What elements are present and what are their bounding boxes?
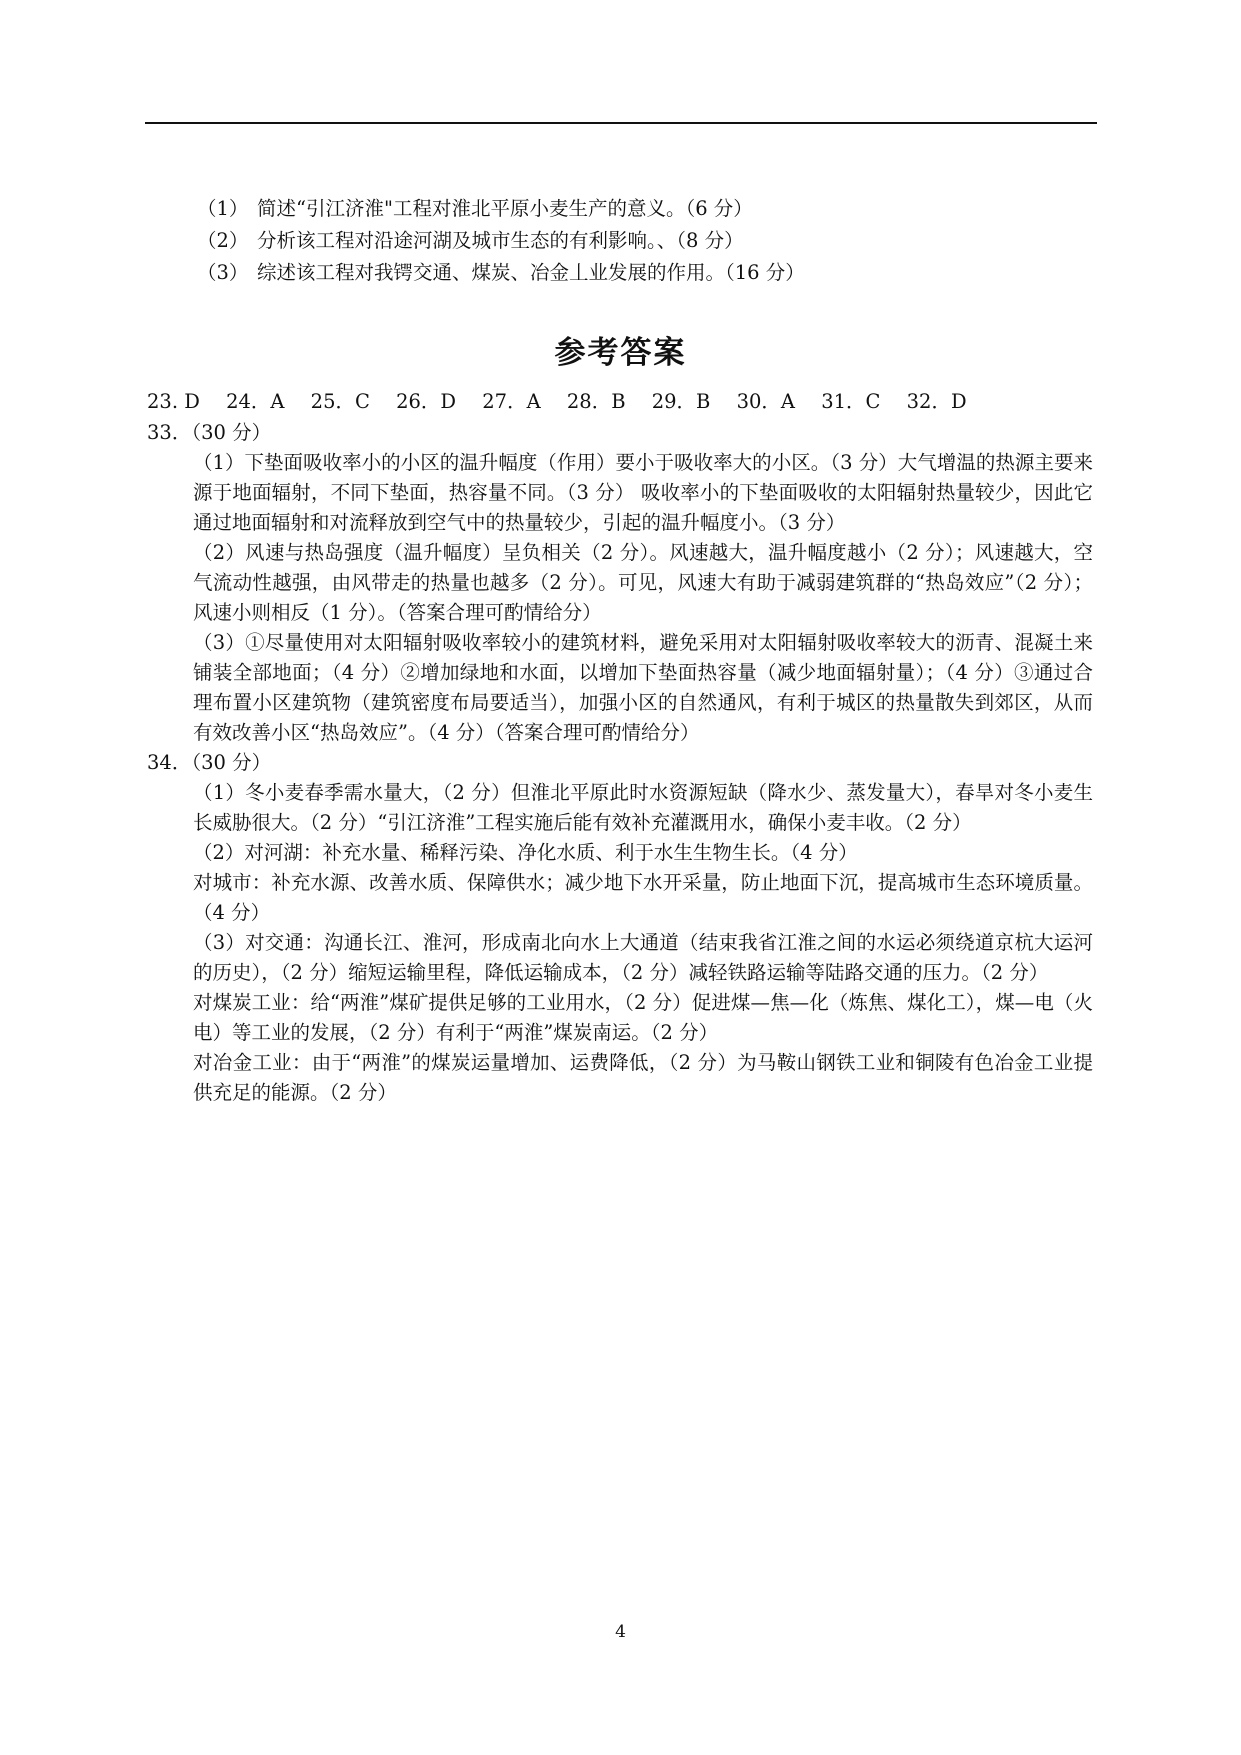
question-number: （3） <box>197 261 249 284</box>
question-list <box>197 193 1077 289</box>
mc-answer: 32．D <box>906 390 967 413</box>
mc-answer: 27．A <box>482 390 541 413</box>
question-item <box>197 225 1077 257</box>
question-item <box>197 193 1077 225</box>
mc-answer: 25．C <box>310 390 370 413</box>
mc-answer: 23. D <box>147 390 200 413</box>
mc-answer: 30．A <box>736 390 795 413</box>
mc-answer: 28．B <box>566 390 626 413</box>
question-text: 简述“引江济淮"工程对淮北平原小麦生产的意义。（6 分） <box>257 197 753 220</box>
answer-body <box>147 418 1093 1108</box>
question-number: （1） <box>197 197 249 220</box>
q34-answer-paragraph: （1）冬小麦春季需水量大，（2 分）但淮北平原此时水资源短缺（降水少、蒸发量大），春旱对冬小麦生长威胁很大。（2 分）“引江济淮”工程实施后能有效补充灌溉用水，确保小麦丰收。（2 分） <box>193 781 1093 834</box>
q34-header: 34．（30 分） <box>147 751 272 774</box>
mc-answer: 24．A <box>226 390 285 413</box>
q33-answer-paragraph: （2）风速与热岛强度（温升幅度）呈负相关（2 分）。风速越大，温升幅度越小（2 分）；风速越大，空气流动性越强，由风带走的热量也越多（2 分）。可见，风速大有助于减弱建筑群的“热岛效应”（2 分）；风速小则相反（1 分）。（答案合理可酌情给分） <box>193 541 1093 624</box>
answer-title: 参考答案 <box>554 335 687 371</box>
header-rule <box>145 122 1097 124</box>
question-text: 综述该工程对我锷交通、煤炭、冶金丄业发展的作用。（16 分） <box>257 261 805 284</box>
q34-answer-paragraph: 对冶金工业：由于“两淮”的煤炭运量增加、运费降低，（2 分）为马鞍山钢铁工业和铜陵有色冶金工业提供充足的能源。（2 分） <box>193 1051 1093 1104</box>
q34-answer-paragraph: 对煤炭工业：给“两淮”煤矿提供足够的工业用水，（2 分）促进煤—焦—化（炼焦、煤化工），煤—电（火电）等工业的发展，（2 分）有利于“两淮”煤炭南运。（2 分） <box>193 991 1093 1044</box>
mc-answer: 31．C <box>821 390 881 413</box>
question-item <box>197 257 1077 289</box>
q33-header: 33．（30 分） <box>147 421 272 444</box>
q34-answer-paragraph: （3）对交通：沟通长江、淮河，形成南北向水上大通道（结束我省江淮之间的水运必须绕道京杭大运河的历史），（2 分）缩短运输里程，降低运输成本，（2 分）减轻铁路运输等陆路交通的压力。（2 分） <box>193 931 1093 984</box>
page-number: 4 <box>615 1622 626 1642</box>
q33-answer-paragraph: （3）①尽量使用对太阳辐射吸收率较小的建筑材料，避免采用对太阳辐射吸收率较大的沥青、混凝土来铺装全部地面；（4 分）②增加绿地和水面，以增加下垫面热容量（减少地面辐射量）；（4 分）③通过合理布置小区建筑物（建筑密度布局要适当），加强小区的自然通风，有利于城区的热量散失到郊区，从而有效改善小区“热岛效应”。（4 分）（答案合理可酌情给分） <box>193 631 1093 744</box>
multiple-choice-answers <box>147 387 987 417</box>
q34-answer-paragraph: （2）对河湖：补充水量、稀释污染、净化水质、利于水生生物生长。（4 分） <box>193 841 858 864</box>
question-number: （2） <box>197 229 249 252</box>
mc-answer: 26．D <box>396 390 457 413</box>
q34-answer-paragraph: 对城市：补充水源、改善水质、保障供水；减少地下水开采量，防止地面下沉，提高城市生态环境质量。（4 分） <box>193 871 1093 924</box>
q33-answer-paragraph: （1）下垫面吸收率小的小区的温升幅度（作用）要小于吸收率大的小区。（3 分）大气增温的热源主要来源于地面辐射，不同下垫面，热容量不同。（3 分） 吸收率小的下垫面吸收的太阳辐射热量较少，因此它通过地面辐射和对流释放到空气中的热量较少，引起的温升幅度小。（3 分） <box>193 451 1093 534</box>
mc-answer: 29．B <box>651 390 711 413</box>
question-text: 分析该工程对沿途河湖及城市生态的有利影响。、（8 分） <box>257 229 744 252</box>
